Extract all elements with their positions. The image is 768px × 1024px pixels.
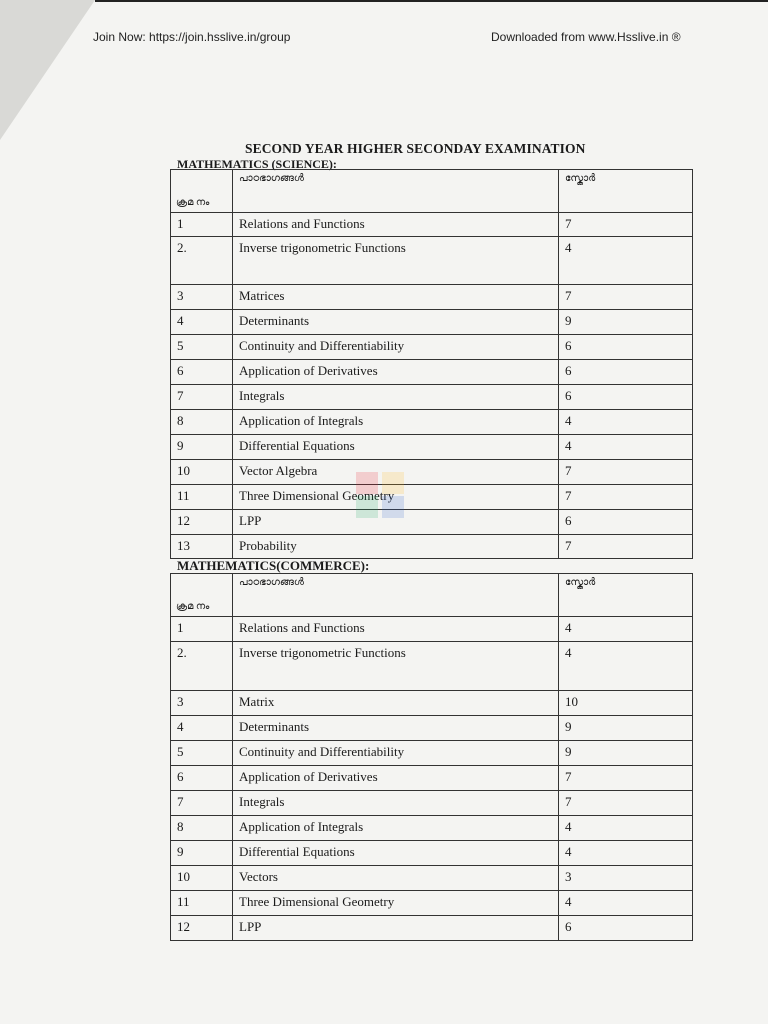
chapter-text: LPP: [239, 919, 262, 934]
score-cell: [559, 213, 693, 237]
serial-cell: [171, 617, 233, 642]
table-row: [171, 285, 693, 310]
header-serial-cell: [171, 574, 233, 617]
header-chapter-cell: [233, 574, 559, 617]
score-text: 7: [565, 288, 572, 303]
score-cell: [559, 617, 693, 642]
serial-cell: [171, 410, 233, 435]
serial-cell: [171, 485, 233, 510]
chapter-cell: [233, 891, 559, 916]
chapter-text: Vectors: [239, 869, 278, 884]
chapter-cell: [233, 435, 559, 460]
science-table-body: [171, 170, 693, 559]
serial-text: 1: [177, 620, 184, 635]
chapter-text: Determinants: [239, 719, 310, 734]
chapter-text: Three Dimensional Geometry: [239, 894, 395, 909]
header-chapter-label: പാഠഭാഗങ്ങൾ: [239, 173, 304, 184]
header-serial-label: ക്രമ നം: [176, 601, 210, 612]
score-cell: [559, 335, 693, 360]
table-row: [171, 866, 693, 891]
chapter-cell: [233, 866, 559, 891]
table-row: [171, 766, 693, 791]
chapter-text: Continuity and Differentiability: [239, 338, 405, 353]
commerce-table-body: [171, 574, 693, 941]
table-row: [171, 791, 693, 816]
chapter-text: Differential Equations: [239, 438, 355, 453]
chapter-cell: [233, 410, 559, 435]
chapter-cell: [233, 335, 559, 360]
score-cell: [559, 410, 693, 435]
document-title: SECOND YEAR HIGHER SECONDAY EXAMINATION: [245, 141, 586, 156]
chapter-cell: [233, 617, 559, 642]
serial-text: 3: [177, 288, 184, 303]
chapter-cell: [233, 310, 559, 335]
chapter-cell: [233, 766, 559, 791]
chapter-cell: [233, 385, 559, 410]
serial-text: 7: [177, 794, 184, 809]
score-cell: [559, 460, 693, 485]
chapter-text: Vector Algebra: [239, 463, 318, 478]
score-cell: [559, 285, 693, 310]
header-chapter-cell: [233, 170, 559, 213]
serial-cell: [171, 213, 233, 237]
chapter-cell: [233, 841, 559, 866]
serial-text: 6: [177, 769, 184, 784]
chapter-text: Application of Derivatives: [239, 769, 378, 784]
score-text: 9: [565, 719, 572, 734]
score-text: 7: [565, 488, 572, 503]
chapter-text: Integrals: [239, 794, 285, 809]
chapter-cell: [233, 285, 559, 310]
chapter-cell: [233, 535, 559, 559]
serial-text: 3: [177, 694, 184, 709]
chapter-text: Differential Equations: [239, 844, 355, 859]
table-row: [171, 510, 693, 535]
score-cell: [559, 385, 693, 410]
serial-cell: [171, 891, 233, 916]
serial-cell: [171, 642, 233, 691]
score-text: 6: [565, 363, 572, 378]
serial-text: 11: [177, 894, 190, 909]
table-row: [171, 841, 693, 866]
score-text: 6: [565, 513, 572, 528]
chapter-cell: [233, 691, 559, 716]
score-cell: [559, 360, 693, 385]
table-row: [171, 741, 693, 766]
serial-cell: [171, 310, 233, 335]
chapter-text: Three Dimensional Geometry: [239, 488, 395, 503]
score-cell: [559, 866, 693, 891]
table-row: [171, 642, 693, 691]
serial-cell: [171, 510, 233, 535]
chapter-cell: [233, 716, 559, 741]
chapter-text: Inverse trigonometric Functions: [239, 240, 406, 255]
table-row: [171, 617, 693, 642]
score-text: 7: [565, 463, 572, 478]
score-text: 4: [565, 438, 572, 453]
serial-text: 12: [177, 513, 190, 528]
chapter-text: Probability: [239, 538, 297, 553]
table-row: [171, 816, 693, 841]
serial-cell: [171, 360, 233, 385]
table-row: [171, 891, 693, 916]
score-cell: [559, 485, 693, 510]
score-text: 4: [565, 844, 572, 859]
serial-text: 2.: [177, 240, 187, 255]
score-text: 4: [565, 620, 572, 635]
score-text: 4: [565, 894, 572, 909]
score-cell: [559, 816, 693, 841]
serial-text: 8: [177, 819, 184, 834]
serial-text: 13: [177, 538, 190, 553]
table-row: [171, 237, 693, 285]
score-text: 10: [565, 694, 578, 709]
score-cell: [559, 237, 693, 285]
score-text: 3: [565, 869, 572, 884]
header-download-source: Downloaded from www.Hsslive.in ®: [491, 30, 681, 44]
serial-text: 1: [177, 216, 184, 231]
chapter-cell: [233, 642, 559, 691]
chapter-text: Continuity and Differentiability: [239, 744, 405, 759]
chapter-cell: [233, 237, 559, 285]
score-cell: [559, 891, 693, 916]
chapter-cell: [233, 791, 559, 816]
chapter-text: Inverse trigonometric Functions: [239, 645, 406, 660]
hsslive-watermark-logo: [352, 470, 420, 528]
score-text: 7: [565, 769, 572, 784]
table-row: [171, 385, 693, 410]
serial-cell: [171, 866, 233, 891]
serial-text: 4: [177, 313, 184, 328]
chapter-cell: [233, 213, 559, 237]
chapter-text: Determinants: [239, 313, 310, 328]
serial-cell: [171, 916, 233, 941]
header-chapter-label: പാഠഭാഗങ്ങൾ: [239, 577, 304, 588]
score-text: 4: [565, 240, 572, 255]
serial-cell: [171, 816, 233, 841]
score-cell: [559, 741, 693, 766]
header-score-cell: [559, 170, 693, 213]
chapter-cell: [233, 816, 559, 841]
score-cell: [559, 310, 693, 335]
serial-text: 4: [177, 719, 184, 734]
score-text: 9: [565, 313, 572, 328]
serial-cell: [171, 716, 233, 741]
chapter-text: Relations and Functions: [239, 620, 365, 635]
score-text: 7: [565, 538, 572, 553]
chapter-text: Matrices: [239, 288, 285, 303]
serial-cell: [171, 335, 233, 360]
score-text: 7: [565, 216, 572, 231]
score-cell: [559, 916, 693, 941]
chapter-text: LPP: [239, 513, 262, 528]
section-label-science: MATHEMATICS (SCIENCE):: [177, 157, 337, 171]
score-text: 4: [565, 413, 572, 428]
serial-text: 2.: [177, 645, 187, 660]
chapter-cell: [233, 916, 559, 941]
header-score-cell: [559, 574, 693, 617]
table-header-row: [171, 574, 693, 617]
science-marks-table: [170, 169, 693, 559]
serial-cell: [171, 285, 233, 310]
serial-cell: [171, 766, 233, 791]
score-cell: [559, 691, 693, 716]
serial-text: 9: [177, 844, 184, 859]
table-row: [171, 435, 693, 460]
serial-cell: [171, 385, 233, 410]
score-text: 6: [565, 388, 572, 403]
score-text: 4: [565, 645, 572, 660]
serial-cell: [171, 237, 233, 285]
score-cell: [559, 535, 693, 559]
score-cell: [559, 642, 693, 691]
table-row: [171, 485, 693, 510]
table-row: [171, 360, 693, 385]
serial-text: 12: [177, 919, 190, 934]
chapter-text: Application of Integrals: [239, 413, 364, 428]
header-serial-label: ക്രമ നം: [176, 197, 210, 208]
serial-text: 6: [177, 363, 184, 378]
table-header-row: [171, 170, 693, 213]
score-text: 6: [565, 338, 572, 353]
serial-text: 5: [177, 744, 184, 759]
serial-cell: [171, 691, 233, 716]
score-cell: [559, 841, 693, 866]
header-score-label: സ്കോർ: [565, 173, 596, 184]
chapter-cell: [233, 360, 559, 385]
serial-text: 5: [177, 338, 184, 353]
serial-text: 10: [177, 869, 190, 884]
page-fold-shadow: [0, 0, 95, 140]
header-serial-cell: [171, 170, 233, 213]
serial-cell: [171, 535, 233, 559]
score-text: 7: [565, 794, 572, 809]
table-row: [171, 310, 693, 335]
chapter-text: Application of Integrals: [239, 819, 364, 834]
chapter-text: Matrix: [239, 694, 275, 709]
header-join-link[interactable]: Join Now: https://join.hsslive.in/group: [93, 30, 291, 44]
table-row: [171, 535, 693, 559]
serial-cell: [171, 791, 233, 816]
commerce-marks-table: [170, 573, 693, 941]
score-text: 4: [565, 819, 572, 834]
table-row: [171, 213, 693, 237]
table-row: [171, 916, 693, 941]
score-cell: [559, 510, 693, 535]
serial-text: 11: [177, 488, 190, 503]
table-row: [171, 716, 693, 741]
score-cell: [559, 435, 693, 460]
serial-cell: [171, 435, 233, 460]
chapter-cell: [233, 741, 559, 766]
chapter-text: Relations and Functions: [239, 216, 365, 231]
table-row: [171, 410, 693, 435]
serial-text: 10: [177, 463, 190, 478]
chapter-text: Application of Derivatives: [239, 363, 378, 378]
scan-top-edge: [95, 0, 768, 2]
serial-text: 8: [177, 413, 184, 428]
table-row: [171, 460, 693, 485]
table-row: [171, 691, 693, 716]
serial-cell: [171, 741, 233, 766]
table-row: [171, 335, 693, 360]
serial-text: 9: [177, 438, 184, 453]
serial-text: 7: [177, 388, 184, 403]
chapter-text: Integrals: [239, 388, 285, 403]
serial-cell: [171, 841, 233, 866]
score-cell: [559, 716, 693, 741]
score-cell: [559, 766, 693, 791]
score-text: 9: [565, 744, 572, 759]
score-text: 6: [565, 919, 572, 934]
header-score-label: സ്കോർ: [565, 577, 596, 588]
section-label-commerce: MATHEMATICS(COMMERCE):: [177, 558, 370, 573]
serial-cell: [171, 460, 233, 485]
score-cell: [559, 791, 693, 816]
